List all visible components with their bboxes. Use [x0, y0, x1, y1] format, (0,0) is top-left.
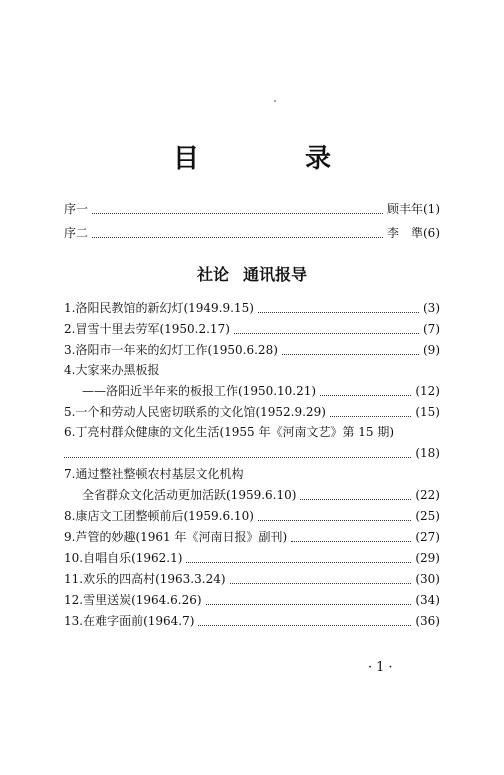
toc-entry-label: 12.雪里送炭(1964.6.26)	[64, 593, 202, 607]
dot-leader	[206, 604, 412, 605]
toc-entry-label: 1.洛阳民教馆的新幻灯(1949.9.15)	[64, 301, 254, 315]
section-heading-part1: 社论	[196, 265, 229, 284]
toc-entry-page: (25)	[415, 509, 440, 523]
toc-entry-label: ——洛阳近半年来的板报工作(1950.10.21)	[82, 384, 317, 398]
dot-leader	[92, 237, 383, 238]
toc-entry	[64, 341, 440, 359]
page-number: ·1·	[368, 660, 397, 675]
toc-entry	[64, 465, 243, 483]
dot-leader	[300, 499, 411, 500]
dot-leader	[186, 562, 411, 563]
dot-leader	[330, 416, 411, 417]
toc-entry-page: (12)	[415, 384, 440, 398]
toc-entry-label: 2.冒雪十里去劳军(1950.2.17)	[64, 322, 230, 336]
toc-entry	[64, 507, 440, 525]
toc-entry-page: 李 準(6)	[387, 226, 440, 240]
toc-entry-label: 9.芦管的妙趣(1961 年《河南日报》副刊)	[64, 530, 288, 544]
toc-entry	[64, 528, 440, 546]
toc-entry-continuation	[82, 486, 440, 504]
toc-entry	[64, 612, 440, 630]
toc-entry	[64, 423, 394, 441]
toc-entry-label: 全省群众文化活动更加活跃(1959.6.10)	[82, 488, 297, 502]
dot-leader	[258, 312, 419, 313]
toc-entry-label: 11.欢乐的四高村(1963.3.24)	[64, 572, 226, 586]
toc-entry-page: 顾丰年(1)	[387, 202, 440, 216]
toc-entry-label: 7.通过整社整顿农村基层文化机构	[64, 467, 244, 481]
toc-entry-preface-2	[64, 224, 440, 242]
toc-entry-page: (22)	[415, 488, 440, 502]
toc-entry-label: 3.洛阳市一年来的幻灯工作(1950.6.28)	[64, 343, 278, 357]
toc-entry-page: (18)	[415, 446, 440, 460]
toc-entry	[64, 549, 440, 567]
toc-entry-page: (29)	[415, 551, 440, 565]
toc-entry	[64, 403, 440, 421]
toc-entry-page: (7)	[423, 322, 440, 336]
dot-leader	[320, 395, 411, 396]
toc-entry	[64, 361, 159, 379]
dot-leader	[230, 583, 412, 584]
toc-entry	[64, 591, 440, 609]
toc-entry-label: 序二	[64, 226, 89, 240]
toc-entry-page: (36)	[415, 614, 440, 628]
toc-entry	[64, 299, 440, 317]
toc-entry	[64, 320, 440, 338]
toc-entry-label: 4.大家来办黑板报	[64, 363, 160, 377]
toc-entry-page: (9)	[423, 343, 440, 357]
dot-leader	[258, 520, 411, 521]
dot-leader	[92, 213, 383, 214]
dot-leader	[234, 333, 419, 334]
dot-leader	[64, 457, 411, 458]
section-heading-part2: 通讯报导	[243, 265, 308, 284]
toc-entry-page: (34)	[415, 593, 440, 607]
toc-entry-preface-1	[64, 200, 440, 218]
scan-speck	[274, 100, 276, 102]
toc-entry-continuation	[64, 444, 440, 462]
toc-entry-label: 5.一个和劳动人民密切联系的文化馆(1952.9.29)	[64, 405, 326, 419]
toc-entry-page: (15)	[415, 405, 440, 419]
toc-entry-label: 10.自唱自乐(1962.1)	[64, 551, 183, 565]
toc-entry-page: (3)	[423, 301, 440, 315]
toc-entry-label: 8.康店文工团整顿前后(1959.6.10)	[64, 509, 254, 523]
dot-leader	[282, 354, 419, 355]
toc-entry-page: (30)	[415, 572, 440, 586]
dot-leader	[198, 625, 411, 626]
toc-entry-label: 6.丁亮村群众健康的文化生活(1955 年《河南文艺》第 15 期)	[64, 425, 395, 439]
dot-leader	[291, 541, 411, 542]
toc-entry-label: 13.在难字面前(1964.7)	[64, 614, 195, 628]
toc-entry	[64, 570, 440, 588]
section-heading	[0, 262, 504, 285]
toc-entry-page: (27)	[415, 530, 440, 544]
page-title: 目 录	[172, 144, 371, 174]
toc-entry-continuation	[82, 382, 440, 400]
toc-entry-label: 序一	[64, 202, 89, 216]
